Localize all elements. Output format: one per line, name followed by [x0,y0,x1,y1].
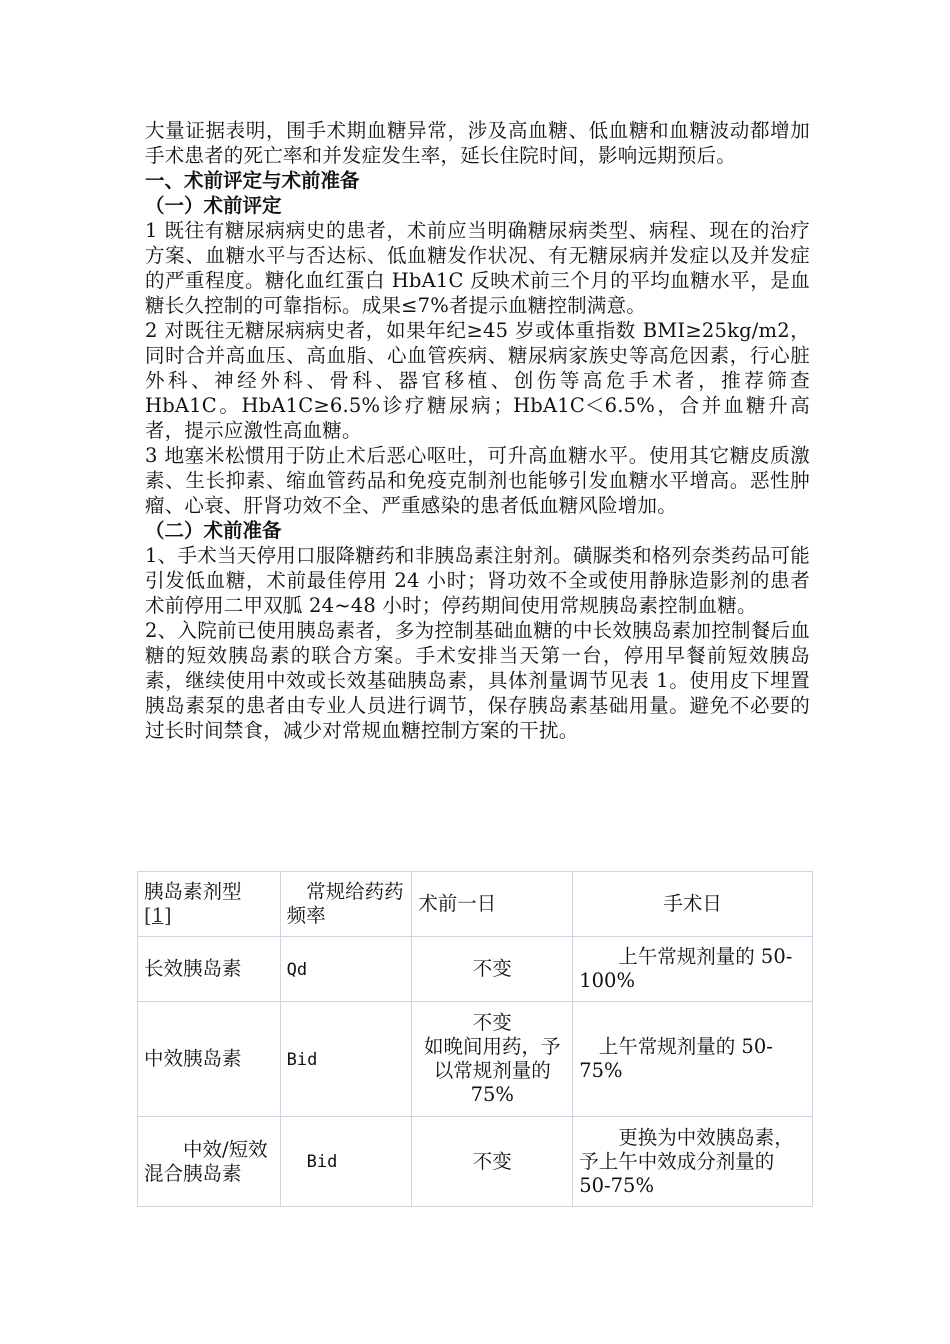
table-header-cell [280,872,412,937]
subsection-title-preparation: （二）术前准备 [145,519,282,542]
header-frequency: 常规给药药频率 [286,880,404,927]
table-cell: 中效/短效混合胰岛素 [138,1117,281,1207]
subsection-title-assessment: （一）术前评定 [145,194,282,217]
header-insulin-type: 胰岛素剂型 [144,880,242,903]
table-cell: Bid [280,1002,412,1117]
preparation-item-1: 1、手术当天停用口服降糖药和非胰岛素注射剂。磺脲类和格列奈类药品可能引发低血糖，术前最佳停用 24 小时；肾功效不全或使用静脉造影剂的患者术前停用二甲双胍 24~48 小时；停药期间使用常规胰岛素控制血糖。 [145,544,810,617]
table-cell: 上午常规剂量的 50-100% [573,937,813,1002]
table-row [138,1002,813,1117]
intro-paragraph: 大量证据表明，围手术期血糖异常，涉及高血糖、低血糖和血糖波动都增加手术患者的死亡率和并发症发生率，延长住院时间，影响远期预后。 [145,119,810,167]
table-header-row [138,872,813,937]
table-cell: Bid [280,1117,412,1207]
assessment-item-3: 3 地塞米松惯用于防止术后恶心呕吐，可升高血糖水平。使用其它糖皮质激素、生长抑素、缩血管药品和免疫克制剂也能够引发血糖水平增高。恶性肿瘤、心衰、肝肾功效不全、严重感染的患者低血糖风险增加。 [145,444,810,517]
table-row [138,1117,813,1207]
preparation-item-2: 2、入院前已使用胰岛素者，多为控制基础血糖的中长效胰岛素加控制餐后血糖的短效胰岛素的联合方案。手术安排当天第一台，停用早餐前短效胰岛素，继续使用中效或长效基础胰岛素，具体剂量调节见表 1。使用皮下埋置胰岛素泵的患者由专业人员进行调节，保存胰岛素基础用量。避免不必要的过长时间禁食，减少对常规血糖控制方案的干扰。 [145,619,810,742]
table-cell: 中效胰岛素 [138,1002,281,1117]
table-header-cell: 术前一日 [412,872,573,937]
assessment-item-2: 2 对既往无糖尿病病史者，如果年纪≥45 岁或体重指数 BMI≥25kg/m2，同时合并高血压、高血脂、心血管疾病、糖尿病家族史等高危因素，行心脏外科、神经外科、骨科、器官移植、创伤等高危手术者，推荐筛查 HbA1C。HbA1C≥6.5%诊疗糖尿病；HbA1C＜6.5%，合并血糖升高者，提示应激性高血糖。 [145,319,810,442]
assessment-item-1: 1 既往有糖尿病病史的患者，术前应当明确糖尿病类型、病程、现在的治疗方案、血糖水平与否达标、低血糖发作状况、有无糖尿病并发症以及并发症的严重程度。糖化血红蛋白 HbA1C 反映术前三个月的平均血糖水平，是血糖长久控制的可靠指标。成果≤7%者提示血糖控制满意。 [145,219,810,317]
table-header-cell: 手术日 [573,872,813,937]
reference-link[interactable]: [1] [144,904,172,927]
table-cell: 上午常规剂量的 50-75% [573,1002,813,1117]
table-cell: 长效胰岛素 [138,937,281,1002]
table-cell: Qd [280,937,412,1002]
table-cell: 不变 [412,1117,573,1207]
table-header-cell [138,872,281,937]
table-cell: 更换为中效胰岛素，予上午中效成分剂量的 50-75% [573,1117,813,1207]
table-cell: 不变 如晚间用药，予以常规剂量的 75% [412,1002,573,1117]
section-title-preop: 一、术前评定与术前准备 [145,169,360,192]
insulin-dosing-table [137,871,813,1207]
table-cell: 不变 [412,937,573,1002]
document-body [145,118,810,743]
table-row [138,937,813,1002]
